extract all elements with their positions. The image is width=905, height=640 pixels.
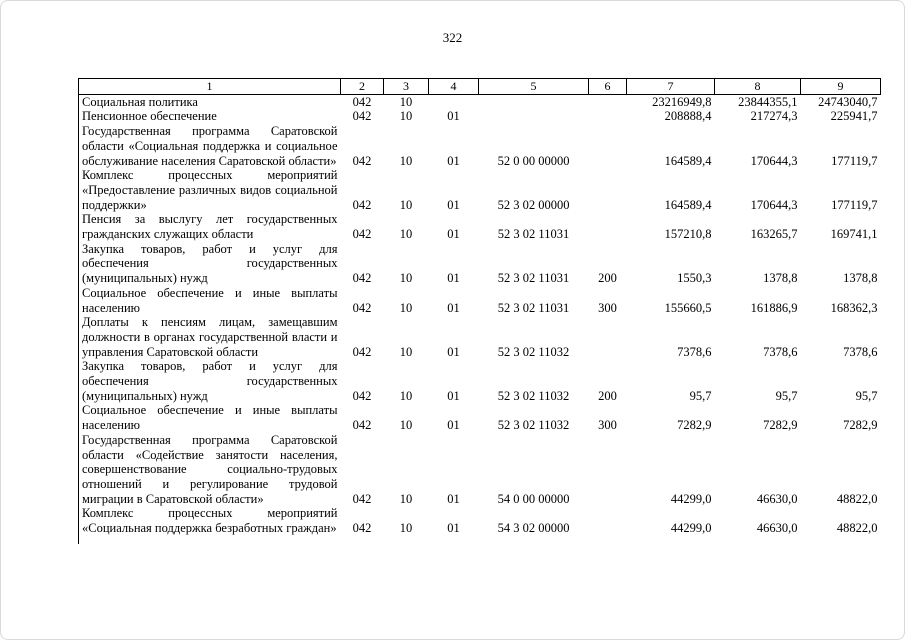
cell-name: Пенсионное обеспечение [82, 109, 217, 124]
cell-amount-year2: 161886,9 [750, 300, 798, 315]
cell-subsection-code: 01 [447, 491, 460, 506]
cell-amount-year1: 23216949,8 [652, 94, 712, 109]
cell-subsection-code: 01 [447, 344, 460, 359]
column-header-6: 6 [589, 79, 627, 95]
table-header [79, 79, 881, 95]
table-row [79, 242, 881, 286]
table-row [79, 286, 881, 315]
table-body [79, 94, 881, 544]
cell-name: Социальная политика [82, 94, 198, 109]
cell-section-code: 10 [399, 109, 413, 124]
table-row [79, 315, 881, 359]
table-row [79, 94, 881, 109]
column-header-5: 5 [479, 79, 589, 95]
cell-section-code: 10 [399, 227, 413, 242]
cell-grbs-code: 042 [352, 227, 372, 242]
cell-target-article-code: 52 3 02 11031 [497, 227, 570, 242]
cell-grbs-code: 042 [352, 491, 372, 506]
cell-expense-type-code: 200 [598, 271, 617, 286]
cell-subsection-code: 01 [447, 271, 460, 286]
cell-amount-year3: 7282,9 [843, 418, 878, 433]
cell-amount-year1: 164589,4 [664, 153, 712, 168]
budget-table [78, 78, 881, 544]
cell-target-article-code: 54 3 02 00000 [497, 521, 570, 536]
table-row [79, 109, 881, 124]
cell-grbs-code: 042 [352, 418, 372, 433]
cell-target-article-code: 52 3 02 11032 [497, 344, 570, 359]
cell-amount-year3: 48822,0 [836, 491, 878, 506]
cell-name: Социальное обеспечение и иные выплаты населению [82, 403, 338, 433]
cell-expense-type-code [589, 212, 627, 241]
column-header-9: 9 [801, 79, 881, 95]
table-row [79, 359, 881, 403]
cell-amount-year1: 7378,6 [677, 344, 712, 359]
cell-subsection-code: 01 [447, 521, 460, 536]
table-row [79, 506, 881, 535]
table-header-row [79, 79, 881, 95]
table-row [79, 212, 881, 241]
cell-subsection-code: 01 [447, 197, 460, 212]
cell-amount-year3: 168362,3 [830, 300, 878, 315]
table-border-stub-cell [79, 536, 881, 544]
cell-section-code: 10 [399, 153, 413, 168]
cell-amount-year2: 23844355,1 [738, 94, 798, 109]
column-header-8: 8 [715, 79, 801, 95]
table-row [79, 403, 881, 432]
cell-target-article-code: 52 0 00 00000 [497, 153, 570, 168]
cell-amount-year2: 7282,9 [763, 418, 798, 433]
cell-name: Государственная программа Саратовской области «Социальная поддержка и социальное обслуживание населения Саратовской области» [82, 124, 338, 168]
cell-target-article-code: 52 3 02 00000 [497, 197, 570, 212]
cell-grbs-code: 042 [352, 94, 372, 109]
cell-name: Комплекс процессных мероприятий «Предоставление различных видов социальной поддержки» [82, 168, 338, 212]
cell-section-code: 10 [399, 388, 413, 403]
budget-table-container [78, 78, 880, 544]
cell-subsection-code: 01 [447, 388, 460, 403]
cell-grbs-code: 042 [352, 388, 372, 403]
cell-expense-type-code [589, 94, 627, 109]
cell-grbs-code: 042 [352, 109, 372, 124]
cell-amount-year2: 7378,6 [763, 344, 798, 359]
cell-section-code: 10 [399, 271, 413, 286]
cell-section-code: 10 [399, 491, 413, 506]
cell-amount-year1: 1550,3 [677, 271, 712, 286]
cell-section-code: 10 [399, 94, 413, 109]
cell-amount-year1: 7282,9 [677, 418, 712, 433]
cell-subsection-code: 01 [447, 109, 460, 124]
cell-amount-year3: 7378,6 [843, 344, 878, 359]
cell-expense-type-code: 200 [598, 388, 617, 403]
table-row [79, 168, 881, 212]
cell-target-article-code: 52 3 02 11031 [497, 271, 570, 286]
table-row [79, 433, 881, 507]
cell-amount-year1: 155660,5 [664, 300, 712, 315]
cell-amount-year1: 208888,4 [664, 109, 712, 124]
cell-target-article-code: 54 0 00 00000 [497, 491, 570, 506]
cell-amount-year3: 24743040,7 [818, 94, 878, 109]
cell-grbs-code: 042 [352, 153, 372, 168]
cell-amount-year1: 44299,0 [670, 491, 712, 506]
cell-amount-year1: 95,7 [689, 388, 712, 403]
cell-expense-type-code [589, 315, 627, 359]
cell-amount-year2: 46630,0 [756, 491, 798, 506]
cell-amount-year2: 46630,0 [756, 521, 798, 536]
cell-amount-year2: 1378,8 [763, 271, 798, 286]
cell-amount-year3: 225941,7 [830, 109, 878, 124]
cell-name: Закупка товаров, работ и услуг для обеспечения государственных (муниципальных) нужд [82, 359, 338, 403]
cell-subsection-code: 01 [447, 418, 460, 433]
column-header-7: 7 [627, 79, 715, 95]
table-border-stub [79, 536, 881, 544]
cell-grbs-code: 042 [352, 271, 372, 286]
cell-grbs-code: 042 [352, 300, 372, 315]
cell-amount-year1: 157210,8 [664, 227, 712, 242]
cell-name: Закупка товаров, работ и услуг для обеспечения государственных (муниципальных) нужд [82, 241, 338, 286]
cell-target-article-code [479, 94, 589, 109]
cell-target-article-code: 52 3 02 11032 [497, 388, 570, 403]
cell-amount-year2: 170644,3 [750, 197, 798, 212]
cell-subsection-code: 01 [447, 227, 460, 242]
cell-amount-year3: 169741,1 [830, 227, 878, 242]
cell-amount-year3: 95,7 [855, 388, 878, 403]
cell-name: Государственная программа Саратовской области «Содействие занятости населения, совершенствование социально-трудовых отношений и регулирование трудовой миграции в Саратовской области» [82, 432, 338, 506]
cell-amount-year3: 177119,7 [831, 197, 878, 212]
table-row [79, 124, 881, 168]
cell-section-code: 10 [399, 197, 413, 212]
column-header-4: 4 [429, 79, 479, 95]
cell-expense-type-code [589, 506, 627, 535]
cell-target-article-code: 52 3 02 11032 [497, 418, 570, 433]
cell-subsection-code [429, 94, 479, 109]
cell-section-code: 10 [399, 344, 413, 359]
column-header-3: 3 [384, 79, 429, 95]
page-number: 322 [442, 30, 463, 45]
cell-expense-type-code [589, 124, 627, 168]
cell-section-code: 10 [399, 521, 413, 536]
cell-name: Комплекс процессных мероприятий «Социальная поддержка безработных граждан» [82, 506, 338, 536]
cell-expense-type-code [589, 109, 627, 124]
column-header-2: 2 [341, 79, 384, 95]
cell-amount-year2: 163265,7 [750, 227, 798, 242]
cell-expense-type-code [589, 433, 627, 507]
cell-expense-type-code [589, 168, 627, 212]
cell-expense-type-code: 300 [598, 300, 617, 315]
column-header-1: 1 [79, 79, 341, 95]
cell-target-article-code [479, 109, 589, 124]
cell-subsection-code: 01 [447, 300, 460, 315]
cell-subsection-code: 01 [447, 153, 460, 168]
cell-grbs-code: 042 [352, 197, 372, 212]
cell-grbs-code: 042 [352, 521, 372, 536]
cell-amount-year3: 48822,0 [836, 521, 878, 536]
cell-amount-year1: 44299,0 [670, 521, 712, 536]
cell-section-code: 10 [399, 418, 413, 433]
cell-amount-year3: 177119,7 [831, 153, 878, 168]
cell-grbs-code: 042 [352, 344, 372, 359]
cell-amount-year2: 217274,3 [750, 109, 798, 124]
cell-name: Пенсия за выслугу лет государственных гражданских служащих области [82, 212, 338, 242]
cell-name: Доплаты к пенсиям лицам, замещавшим должности в органах государственной власти и управления Саратовской области [82, 315, 338, 359]
cell-amount-year2: 95,7 [775, 388, 798, 403]
cell-name: Социальное обеспечение и иные выплаты населению [82, 285, 338, 315]
cell-target-article-code: 52 3 02 11031 [497, 300, 570, 315]
cell-section-code: 10 [399, 300, 413, 315]
cell-amount-year1: 164589,4 [664, 197, 712, 212]
cell-amount-year2: 170644,3 [750, 153, 798, 168]
cell-expense-type-code: 300 [598, 418, 617, 433]
cell-amount-year3: 1378,8 [843, 271, 878, 286]
